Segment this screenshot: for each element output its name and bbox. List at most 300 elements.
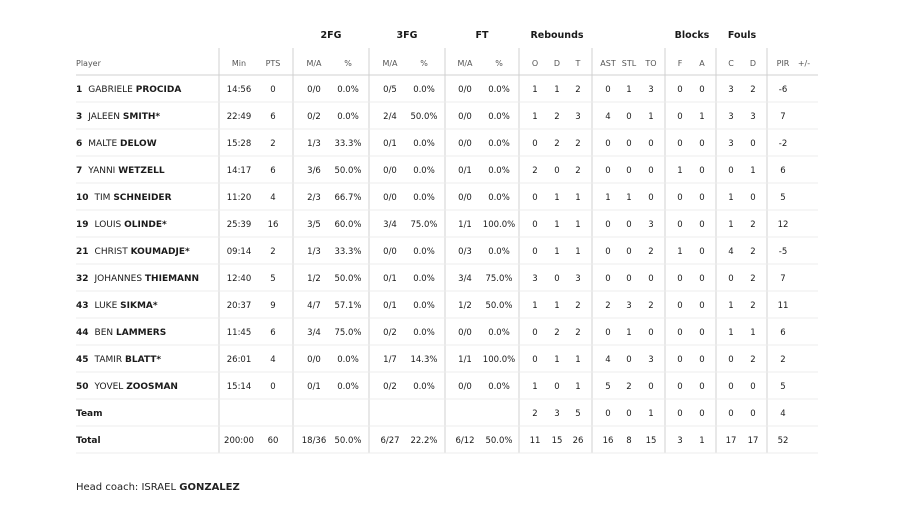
stat-cell: 1 <box>554 193 560 203</box>
total-label: Total <box>76 436 101 446</box>
stat-cell: 0 <box>648 139 654 149</box>
stat-cell: 4/7 <box>307 301 321 311</box>
stat-cell: 0 <box>750 382 756 392</box>
stat-cell: 1 <box>677 166 683 176</box>
stat-cell: 4 <box>605 112 611 122</box>
stat-cell: 1 <box>626 193 632 203</box>
stat-cell: 50.0% <box>410 112 438 122</box>
stat-cell: 1 <box>605 193 611 203</box>
stat-cell: 1/3 <box>307 139 321 149</box>
stat-cell: 0 <box>648 166 654 176</box>
stat-cell: -6 <box>778 85 788 95</box>
stat-cell: 0 <box>677 220 683 230</box>
column-header: STL <box>621 59 637 68</box>
stat-cell: 0 <box>750 193 756 203</box>
stat-cell: 1/3 <box>307 247 321 257</box>
stat-cell: 0 <box>677 409 683 419</box>
stat-cell: 0.0% <box>413 247 435 257</box>
stat-cell: 6 <box>780 328 786 338</box>
head-coach-first: ISRAEL <box>141 482 177 493</box>
stat-cell: 2 <box>648 301 654 311</box>
stat-cell: 0 <box>699 355 705 365</box>
stat-cell: 0/2 <box>307 112 321 122</box>
stat-cell: 2 <box>626 382 632 392</box>
stat-cell: 0/1 <box>383 274 397 284</box>
stat-cell: 17 <box>725 436 737 446</box>
column-header: TO <box>645 59 657 68</box>
stat-cell: 50.0% <box>334 436 362 446</box>
stat-cell: 0 <box>605 247 611 257</box>
stat-cell: 2 <box>750 355 756 365</box>
stat-cell: 0 <box>677 112 683 122</box>
column-header: A <box>699 59 705 68</box>
stat-cell: 0 <box>699 274 705 284</box>
stat-cell: 0 <box>648 274 654 284</box>
stat-cell: 18/36 <box>301 436 327 446</box>
stat-cell: 6/12 <box>455 436 475 446</box>
stat-cell: 0 <box>605 220 611 230</box>
stat-cell: 75.0% <box>334 328 362 338</box>
stat-cell: 1 <box>554 301 560 311</box>
stat-cell: 0 <box>677 274 683 284</box>
stat-cell: 0 <box>532 220 538 230</box>
player-name[interactable]: 45 TAMIR BLATT* <box>76 355 162 365</box>
stat-cell: 3 <box>575 274 581 284</box>
stat-cell: 15 <box>551 436 563 446</box>
stat-cell: 75.0% <box>485 274 513 284</box>
stat-cell: 8 <box>626 436 632 446</box>
stat-cell: 2 <box>575 139 581 149</box>
stat-cell: 0 <box>626 220 632 230</box>
stat-cell: 1 <box>575 247 581 257</box>
stat-cell: 2 <box>750 85 756 95</box>
stat-cell: -5 <box>778 247 788 257</box>
stat-cell: 0 <box>554 274 560 284</box>
stat-cell: 15:28 <box>226 139 252 149</box>
stat-cell: 0.0% <box>488 247 510 257</box>
stat-cell: 0 <box>648 193 654 203</box>
stat-cell: 0 <box>699 328 705 338</box>
stat-cell: 7 <box>780 274 786 284</box>
stat-cell: 3 <box>677 436 683 446</box>
stat-cell: 0.0% <box>413 328 435 338</box>
stat-cell: 20:37 <box>226 301 252 311</box>
stat-cell: 1 <box>626 328 632 338</box>
stat-cell: 2 <box>750 274 756 284</box>
stat-cell: 1 <box>575 382 581 392</box>
stat-cell: 0.0% <box>337 382 359 392</box>
stat-cell: 1 <box>575 193 581 203</box>
column-header: M/A <box>382 59 398 68</box>
stat-cell: 0 <box>677 382 683 392</box>
column-header: PTS <box>265 59 281 68</box>
stat-cell: 0/0 <box>458 193 472 203</box>
stat-cell: 25:39 <box>226 220 252 230</box>
player-name[interactable]: 10 TIM SCHNEIDER <box>76 193 172 203</box>
stat-cell: 0 <box>270 85 276 95</box>
team-label: Team <box>76 409 103 419</box>
group-header: 3FG <box>396 30 418 41</box>
stat-cell: 6 <box>780 166 786 176</box>
stat-cell: 0 <box>648 328 654 338</box>
stat-cell: 0 <box>532 247 538 257</box>
head-coach-last: GONZALEZ <box>179 482 240 493</box>
group-header: Rebounds <box>530 30 584 41</box>
stat-cell: 0 <box>626 139 632 149</box>
stat-cell: 0 <box>626 274 632 284</box>
stat-cell: 2 <box>554 139 560 149</box>
stat-cell: 09:14 <box>226 247 252 257</box>
stat-cell: 0 <box>626 355 632 365</box>
stat-cell: 0 <box>728 409 734 419</box>
column-header: Min <box>231 59 247 68</box>
column-header: % <box>344 59 352 68</box>
player-name[interactable]: 44 BEN LAMMERS <box>76 328 167 338</box>
stat-cell: 26 <box>572 436 584 446</box>
stat-cell: 1 <box>750 328 756 338</box>
stat-cell: 2 <box>554 112 560 122</box>
column-header: O <box>531 59 539 68</box>
stat-cell: 3/6 <box>307 166 321 176</box>
stat-cell: 2 <box>532 409 538 419</box>
stat-cell: 2 <box>270 139 276 149</box>
stat-cell: 2 <box>554 328 560 338</box>
stat-cell: 16 <box>267 220 279 230</box>
stat-cell: 0 <box>677 328 683 338</box>
stat-cell: 0 <box>626 166 632 176</box>
stat-cell: 2 <box>270 247 276 257</box>
stat-cell: 2 <box>575 166 581 176</box>
stat-cell: 4 <box>605 355 611 365</box>
player-name[interactable]: 50 YOVEL ZOOSMAN <box>76 382 178 392</box>
stat-cell: 60.0% <box>334 220 362 230</box>
stat-cell: 0 <box>605 166 611 176</box>
stat-cell: 0/0 <box>458 139 472 149</box>
stat-cell: 0.0% <box>413 382 435 392</box>
player-name[interactable]: 43 LUKE SIKMA* <box>76 301 158 311</box>
stat-cell: 0 <box>648 382 654 392</box>
stat-cell: 0.0% <box>413 166 435 176</box>
stat-cell: 0.0% <box>488 112 510 122</box>
player-name[interactable]: 7 YANNI WETZELL <box>76 166 165 176</box>
stat-cell: 0/5 <box>383 85 397 95</box>
stat-cell: 2 <box>575 85 581 95</box>
stat-cell: 0/3 <box>458 247 472 257</box>
stat-cell: 4 <box>780 409 786 419</box>
stat-cell: 4 <box>270 193 276 203</box>
stat-cell: 0 <box>699 193 705 203</box>
stat-cell: 2 <box>750 220 756 230</box>
stat-cell: 2 <box>750 247 756 257</box>
stat-cell: 4 <box>728 247 734 257</box>
stat-cell: 0 <box>605 85 611 95</box>
stat-cell: 60 <box>267 436 279 446</box>
stat-cell: 15 <box>645 436 657 446</box>
stat-cell: 57.1% <box>334 301 362 311</box>
stat-cell: 0.0% <box>413 85 435 95</box>
player-name[interactable]: 1 GABRIELE PROCIDA <box>76 85 182 95</box>
stat-cell: 5 <box>780 193 786 203</box>
stat-cell: 11:45 <box>226 328 252 338</box>
stat-cell: 0.0% <box>488 166 510 176</box>
stat-cell: 75.0% <box>410 220 438 230</box>
stat-cell: 0 <box>626 112 632 122</box>
stat-cell: 0 <box>699 166 705 176</box>
stat-cell: 0 <box>270 382 276 392</box>
stat-cell: 0 <box>728 355 734 365</box>
stat-cell: 12 <box>777 220 789 230</box>
stat-cell: 0 <box>750 139 756 149</box>
stat-cell: 15:14 <box>226 382 252 392</box>
stat-cell: 5 <box>575 409 581 419</box>
stat-cell: 0 <box>728 166 734 176</box>
player-name[interactable]: 3 JALEEN SMITH* <box>76 112 161 122</box>
stat-cell: 5 <box>780 382 786 392</box>
stat-cell: 0/0 <box>458 85 472 95</box>
column-header: T <box>575 59 581 68</box>
stat-cell: 0/0 <box>383 166 397 176</box>
column-header: C <box>728 59 734 68</box>
stat-cell: 2 <box>750 301 756 311</box>
stat-cell: 5 <box>270 274 276 284</box>
stat-cell: 0.0% <box>488 382 510 392</box>
stat-cell: 6 <box>270 166 276 176</box>
stat-cell: 0 <box>532 193 538 203</box>
stat-cell: 12:40 <box>226 274 252 284</box>
stat-cell: 1 <box>575 355 581 365</box>
stat-cell: 2/4 <box>383 112 397 122</box>
stat-cell: 0/0 <box>307 85 321 95</box>
stat-cell: 0 <box>699 85 705 95</box>
stat-cell: 3 <box>728 112 734 122</box>
stat-cell: 0/1 <box>307 382 321 392</box>
stat-cell: 0/0 <box>383 193 397 203</box>
stat-cell: 1/7 <box>383 355 397 365</box>
stat-cell: 1 <box>532 85 538 95</box>
stat-cell: 200:00 <box>224 436 254 446</box>
stat-cell: 1 <box>728 220 734 230</box>
stat-cell: 0 <box>699 409 705 419</box>
stat-cell: 0 <box>699 382 705 392</box>
stat-cell: 33.3% <box>334 139 362 149</box>
group-header: 2FG <box>320 30 342 41</box>
stat-cell: 5 <box>605 382 611 392</box>
stat-cell: 2 <box>575 301 581 311</box>
stat-cell: 3/4 <box>307 328 321 338</box>
stat-cell: 0/2 <box>383 328 397 338</box>
stat-cell: 1 <box>648 409 654 419</box>
stat-cell: 14:56 <box>226 85 252 95</box>
stat-cell: 3 <box>648 355 654 365</box>
stat-cell: 50.0% <box>334 274 362 284</box>
column-header: % <box>495 59 503 68</box>
stat-cell: 1 <box>677 247 683 257</box>
stat-cell: 0 <box>699 139 705 149</box>
stat-cell: 17 <box>747 436 759 446</box>
stat-cell: 1/2 <box>458 301 472 311</box>
stat-cell: 11:20 <box>226 193 252 203</box>
stat-cell: 3 <box>575 112 581 122</box>
stat-cell: 0.0% <box>337 355 359 365</box>
stat-cell: 0/0 <box>383 247 397 257</box>
stat-cell: 100.0% <box>482 220 516 230</box>
column-header: Player <box>76 59 101 68</box>
stat-cell: 14:17 <box>226 166 252 176</box>
stat-cell: 16 <box>602 436 614 446</box>
column-header: M/A <box>457 59 473 68</box>
stat-cell: 0/1 <box>383 301 397 311</box>
stat-cell: 7 <box>780 112 786 122</box>
player-name[interactable]: 19 LOUIS OLINDE* <box>76 220 167 230</box>
stat-cell: 1 <box>554 85 560 95</box>
stat-cell: 3 <box>728 85 734 95</box>
column-header: F <box>677 59 683 68</box>
stat-cell: 0.0% <box>413 139 435 149</box>
stat-cell: 0 <box>728 382 734 392</box>
stat-cell: 0.0% <box>488 85 510 95</box>
stat-cell: 0/0 <box>458 382 472 392</box>
stat-cell: 1/2 <box>307 274 321 284</box>
stat-cell: 0 <box>605 274 611 284</box>
stat-cell: 2 <box>780 355 786 365</box>
group-header: FT <box>475 30 489 41</box>
stat-cell: 3 <box>532 274 538 284</box>
stat-cell: 100.0% <box>482 355 516 365</box>
group-header: Fouls <box>727 30 757 41</box>
stat-cell: 0 <box>532 139 538 149</box>
stat-cell: 50.0% <box>485 301 513 311</box>
stat-cell: 1 <box>554 220 560 230</box>
stat-cell: 0.0% <box>337 85 359 95</box>
stat-cell: 0 <box>532 328 538 338</box>
stat-cell: 3 <box>648 85 654 95</box>
stat-cell: 0.0% <box>413 301 435 311</box>
stat-cell: 1 <box>554 355 560 365</box>
stat-cell: 1 <box>699 112 705 122</box>
stat-cell: 0 <box>605 328 611 338</box>
stat-cell: 4 <box>270 355 276 365</box>
stat-cell: 0 <box>677 301 683 311</box>
stat-cell: 0 <box>626 247 632 257</box>
group-header: Blocks <box>674 30 710 41</box>
stat-cell: 3 <box>554 409 560 419</box>
stat-cell: 66.7% <box>334 193 362 203</box>
stat-cell: 0 <box>605 139 611 149</box>
column-header: +/- <box>797 59 811 68</box>
stat-cell: 3 <box>750 112 756 122</box>
stat-cell: 2/3 <box>307 193 321 203</box>
stat-cell: 11 <box>529 436 541 446</box>
column-header: D <box>553 59 561 68</box>
stat-cell: 0/0 <box>458 328 472 338</box>
stat-cell: 2 <box>575 328 581 338</box>
column-header: AST <box>600 59 616 68</box>
stat-cell: 3/4 <box>458 274 472 284</box>
stat-cell: 0 <box>626 409 632 419</box>
stat-cell: 0.0% <box>413 274 435 284</box>
stat-cell: 1 <box>626 85 632 95</box>
stat-cell: 1 <box>728 301 734 311</box>
stat-cell: 1 <box>699 436 705 446</box>
stat-cell: 1 <box>532 112 538 122</box>
player-name[interactable]: 32 JOHANNES THIEMANN <box>76 274 200 284</box>
stat-cell: 0/2 <box>383 382 397 392</box>
stat-cell: 2 <box>532 166 538 176</box>
stat-cell: 52 <box>777 436 789 446</box>
stat-cell: 1 <box>554 247 560 257</box>
stat-cell: 2 <box>648 247 654 257</box>
stat-cell: 50.0% <box>334 166 362 176</box>
stat-cell: 0.0% <box>488 193 510 203</box>
stat-cell: 0 <box>699 220 705 230</box>
stat-cell: 0/0 <box>307 355 321 365</box>
stat-cell: 0.0% <box>413 193 435 203</box>
stat-cell: 0/1 <box>458 166 472 176</box>
stat-cell: 0 <box>750 409 756 419</box>
stat-cell: 0 <box>699 301 705 311</box>
stat-cell: 3 <box>728 139 734 149</box>
column-header: PIR <box>776 59 790 68</box>
stat-cell: 0 <box>728 274 734 284</box>
stat-cell: 1/1 <box>458 355 472 365</box>
stat-cell: 0 <box>554 166 560 176</box>
head-coach-label: Head coach: <box>76 482 139 493</box>
stat-cell: -2 <box>778 139 788 149</box>
stat-cell: 50.0% <box>485 436 513 446</box>
stat-cell: 3 <box>626 301 632 311</box>
stat-cell: 1 <box>648 112 654 122</box>
stat-cell: 6 <box>270 328 276 338</box>
stat-cell: 0 <box>532 355 538 365</box>
player-name[interactable]: 21 CHRIST KOUMADJE* <box>76 247 190 257</box>
stat-cell: 0.0% <box>337 112 359 122</box>
stat-cell: 1 <box>532 382 538 392</box>
stat-cell: 0.0% <box>488 139 510 149</box>
stat-cell: 2 <box>605 301 611 311</box>
stat-cell: 0 <box>605 409 611 419</box>
stat-cell: 0 <box>677 355 683 365</box>
stat-cell: 0 <box>699 247 705 257</box>
stat-cell: 1 <box>532 301 538 311</box>
stat-cell: 1 <box>575 220 581 230</box>
stat-cell: 0 <box>677 139 683 149</box>
stat-cell: 1 <box>728 193 734 203</box>
column-header: D <box>749 59 757 68</box>
stat-cell: 6 <box>270 112 276 122</box>
stat-cell: 0 <box>677 85 683 95</box>
stat-cell: 26:01 <box>226 355 252 365</box>
stat-cell: 0.0% <box>488 328 510 338</box>
stat-cell: 6/27 <box>380 436 400 446</box>
stat-cell: 14.3% <box>410 355 438 365</box>
column-header: % <box>420 59 428 68</box>
stat-cell: 22.2% <box>410 436 438 446</box>
stat-cell: 0 <box>677 193 683 203</box>
column-header: M/A <box>306 59 322 68</box>
stat-cell: 3/5 <box>307 220 321 230</box>
stat-cell: 33.3% <box>334 247 362 257</box>
stat-cell: 1 <box>728 328 734 338</box>
stat-cell: 9 <box>270 301 276 311</box>
stat-cell: 3/4 <box>383 220 397 230</box>
stat-cell: 1/1 <box>458 220 472 230</box>
stat-cell: 11 <box>777 301 789 311</box>
stat-cell: 0/0 <box>458 112 472 122</box>
stat-cell: 0 <box>554 382 560 392</box>
player-name[interactable]: 6 MALTE DELOW <box>76 139 157 149</box>
stat-cell: 3 <box>648 220 654 230</box>
stat-cell: 1 <box>750 166 756 176</box>
